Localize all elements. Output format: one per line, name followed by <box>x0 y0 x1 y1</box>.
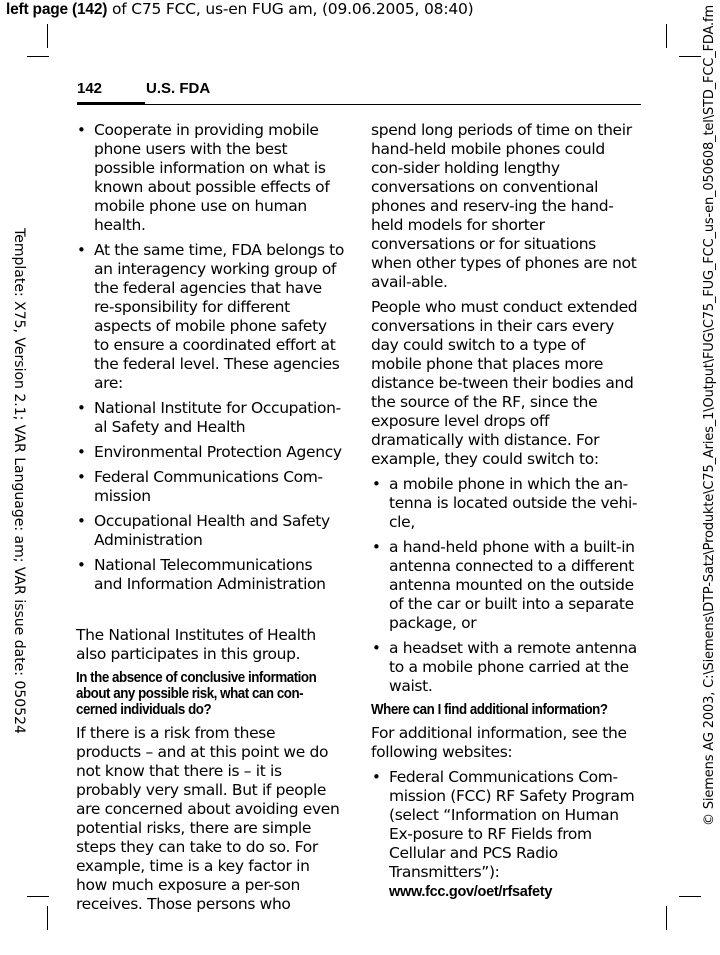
header-rule <box>145 104 641 105</box>
list-item: • Occupational Health and Safety Administration <box>76 512 344 550</box>
crop-mark-tr-h <box>679 56 701 57</box>
paragraph-risk: If there is a risk from these products – and at this point we do not know that there is – it is probably very small. But if people are concerned about avoiding even potential risks, there are simple steps they can take to do so. For example, time is a key factor in how much exposure a per-son receives. Those persons who <box>76 724 340 913</box>
fcc-description: Federal Communications Com-mission (FCC) RF Safety Program (select “Information on Human Ex-posure to RF Fields from Cellular and PCS Radio Transmitters”): <box>389 768 635 881</box>
list-item-fcc <box>371 768 639 902</box>
paragraph-cars: People who must conduct extended conversations in their cars every day could switch to a type of mobile phone that places more distance be-tween their bodies and the source of the RF, since the exposure level drops off dramatically with distance. For example, they could switch to: <box>371 298 638 468</box>
page-title: U.S. FDA <box>146 80 211 97</box>
print-info-line <box>6 0 474 19</box>
header-rule-thick <box>77 102 145 105</box>
print-info-page: left page (142) <box>6 1 108 18</box>
phone-options-list <box>371 475 639 696</box>
crop-mark-tr-v <box>666 24 667 48</box>
question-heading: In the absence of conclusive information about any possible risk, what can con-cerned individuals do? <box>76 670 317 718</box>
template-info-vertical: Template: X75, Version 2.1; VAR Language: am; VAR issue date: 050524 <box>11 228 27 734</box>
info-heading: Where can I find additional information? <box>371 702 608 718</box>
crop-mark-br-h <box>679 896 701 897</box>
list-item: • Cooperate in providing mobile phone users with the best possible information on what is known about possible effects of mobile phone use on human health. <box>76 121 344 235</box>
crop-mark-bl-h <box>27 896 49 897</box>
list-item: • National Telecommunications and Information Administration <box>76 556 344 594</box>
list-item: • Federal Communications Com-mission <box>76 468 344 506</box>
crop-mark-br-v <box>666 906 667 930</box>
page-number: 142 <box>77 80 103 97</box>
print-info-details: of C75 FCC, us-en FUG am, (09.06.2005, 08:40) <box>107 0 474 18</box>
right-column <box>371 121 639 908</box>
list-item: • a mobile phone in which the an-tenna is located outside the vehi-cle, <box>371 475 639 532</box>
list-item: • National Institute for Occupation-al Safety and Health <box>76 399 344 437</box>
paragraph-nih: The National Institutes of Health also participates in this group. <box>76 626 316 663</box>
crop-mark-bl-v <box>47 906 48 930</box>
fda-actions-list <box>76 121 344 594</box>
list-item: • At the same time, FDA belongs to an interagency working group of the federal agencies that have re-sponsibility for different aspects of mobile phone safety to ensure a coordinated effort at the federal level. These agencies are: <box>76 241 344 393</box>
fcc-url-link[interactable]: www.fcc.gov/oet/rfsafety <box>389 884 553 900</box>
copyright-path-vertical: © Siemens AG 2003, C:\Siemens\DTP-Satz\Produkte\C75_Aries_1\Output\FUG\C75_FUG_FCC_us-en_050608_tel\STD_FCC_FDA.fm <box>702 5 717 826</box>
paragraph-info: For additional information, see the following websites: <box>371 724 627 761</box>
list-item: • a headset with a remote antenna to a mobile phone carried at the waist. <box>371 639 639 696</box>
crop-mark-tl-v <box>47 24 48 48</box>
spacer <box>76 600 344 626</box>
websites-list <box>371 768 639 902</box>
list-item: • a hand-held phone with a built-in antenna connected to a different antenna mounted on the outside of the car or built into a separate package, or <box>371 538 639 633</box>
left-column <box>76 121 344 920</box>
paragraph-continued: spend long periods of time on their hand-held mobile phones could con-sider holding lengthy conversations on conventional phones and reserv-ing the hand-held models for shorter conversations or for situations when other types of phones are not avail-able. <box>371 121 637 291</box>
list-item: • Environmental Protection Agency <box>76 443 344 462</box>
crop-mark-tl-h <box>27 56 49 57</box>
